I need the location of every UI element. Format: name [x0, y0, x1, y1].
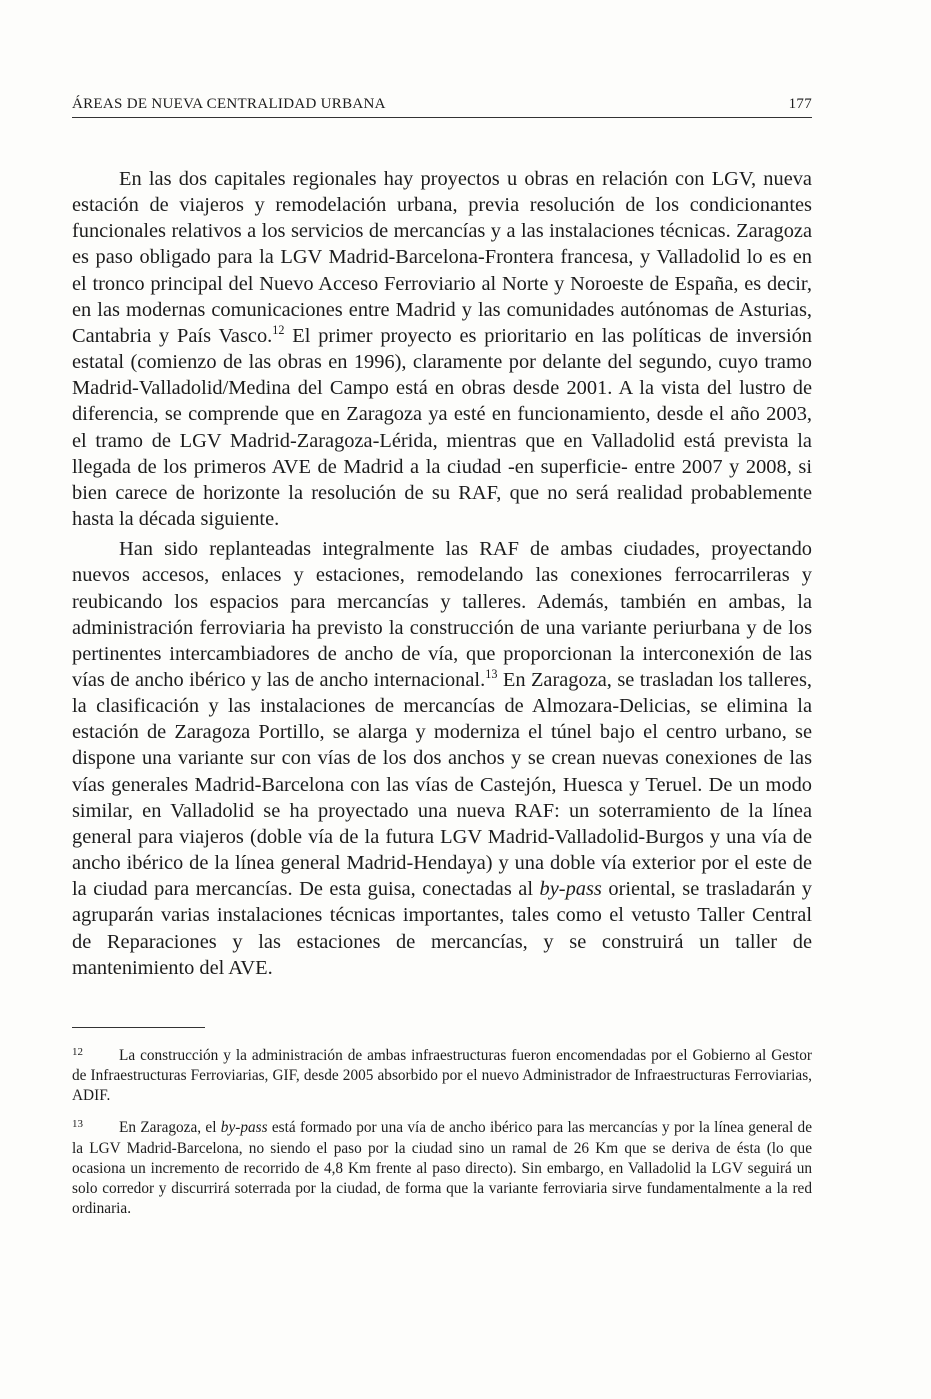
footnote-number: 12 — [72, 1045, 83, 1058]
footnote-13-italic-term: by-pass — [220, 1119, 268, 1137]
footnote-ref-12[interactable]: 12 — [272, 323, 285, 338]
footnote-13-text-b: está formado por una vía de ancho ibérico para las mercancías y por la línea general de la LGV Madrid-Barcelona, no siendo el paso por la ciudad sino un ramal de 26 Km que se deriva de ésta (lo que ocasiona un incremento de recorrido de 4,8 Km frente al paso directo). Sin embargo, en Valladolid la LGV seguirá un solo corredor y discurrirá soterrada por la ciudad, de forma que la variante ferroviaria sirve fundamentalmente a la red ordinaria. — [72, 1119, 812, 1218]
paragraph-1 — [72, 166, 812, 532]
running-header — [72, 96, 812, 118]
book-page — [72, 96, 812, 1227]
footnote-number: 13 — [72, 1118, 83, 1131]
footnote-13-text-a: En Zaragoza, el — [119, 1119, 221, 1137]
footnote-12-text: La construcción y la administración de ambas infraestructuras fueron encomendadas por el Gobierno al Gestor de Infraestructuras Ferroviarias, GIF, desde 2005 absorbido por el nuevo Administrador de Infraestructuras Ferroviarias, ADIF. — [72, 1046, 812, 1105]
footnote-separator — [72, 1027, 205, 1028]
footnote-12 — [72, 1042, 812, 1107]
paragraph-2-italic-term: by-pass — [539, 878, 602, 901]
paragraph-2-text-c: oriental, se trasladarán y agruparán varias instalaciones técnicas importantes, tales como el vetusto Taller Central de Reparaciones y las estaciones de mercancías, y se construirá un taller de mantenimiento del AVE. — [72, 878, 812, 979]
paragraph-1-text-b: El primer proyecto es prioritario en las políticas de inversión estatal (comienzo de las obras en 1996), claramente por delante del segundo, cuyo tramo Madrid-Valladolid/Medina del Campo está en obras desde 2001. A la vista del lustro de diferencia, se comprende que en Zaragoza ya esté en funcionamiento, desde el año 2003, el tramo de LGV Madrid-Zaragoza-Lérida, mientras que en Valladolid está prevista la llegada de los primeros AVE de Madrid a la ciudad -en superficie- entre 2007 y 2008, si bien carece de horizonte la resolución de su RAF, que no será realidad probablemente hasta la década siguiente. — [72, 324, 813, 531]
paragraph-2-text-a: Han sido replanteadas integralmente las RAF de ambas ciudades, proyectando nuevos accesos, enlaces y estaciones, remodelando las conexiones ferrocarrileras y reubicando los espacios para mercancías y talleres. Además, también en ambas, la administración ferroviaria ha previsto la construcción de una variante periurbana y de los pertinentes intercambiadores de ancho de vía, que proporcionan la interconexión de las vías de ancho ibérico y las de ancho internacional. — [72, 538, 812, 691]
paragraph-1-text-a: En las dos capitales regionales hay proyectos u obras en relación con LGV, nueva estación de viajeros y remodelación urbana, previa resolución de los condicionantes funcionales relativos a los servicios de mercancías y a las instalaciones técnicas. Zaragoza es paso obligado para la LGV Madrid-Barcelona-Frontera francesa, y Valladolid lo es en el tronco principal del Nuevo Acceso Ferroviario al Norte y Noroeste de España, es decir, en las modernas comunicaciones entre Madrid y las comunidades autónomas de Asturias, Cantabria y País Vasco. — [72, 168, 812, 347]
paragraph-2-text-b: En Zaragoza, se trasladan los talleres, la clasificación y las instalaciones de mercancías de Almozara-Delicias, se elimina la estación de Zaragoza Portillo, se alarga y moderniza el túnel bajo el centro urbano, se dispone una variante sur con vías de los dos anchos y se crean nuevas conexiones de las vías generales Madrid-Barcelona con las vías de Castejón, Huesca y Teruel. De un modo similar, en Valladolid se ha proyectado una nueva RAF: un soterramiento de la línea general para viajeros (doble vía de la futura LGV Madrid-Valladolid-Burgos y una vía de ancho ibérico de la línea general Madrid-Hendaya) y una doble vía exterior por el este de la ciudad para mercancías. De esta guisa, conectadas al — [72, 668, 812, 901]
footnote-13 — [72, 1114, 812, 1219]
body-text — [72, 166, 812, 981]
page-number: 177 — [788, 96, 812, 112]
footnote-ref-13[interactable]: 13 — [485, 667, 498, 682]
footnotes — [72, 1042, 812, 1220]
paragraph-2 — [72, 536, 812, 981]
running-title: ÁREAS DE NUEVA CENTRALIDAD URBANA — [72, 96, 386, 112]
